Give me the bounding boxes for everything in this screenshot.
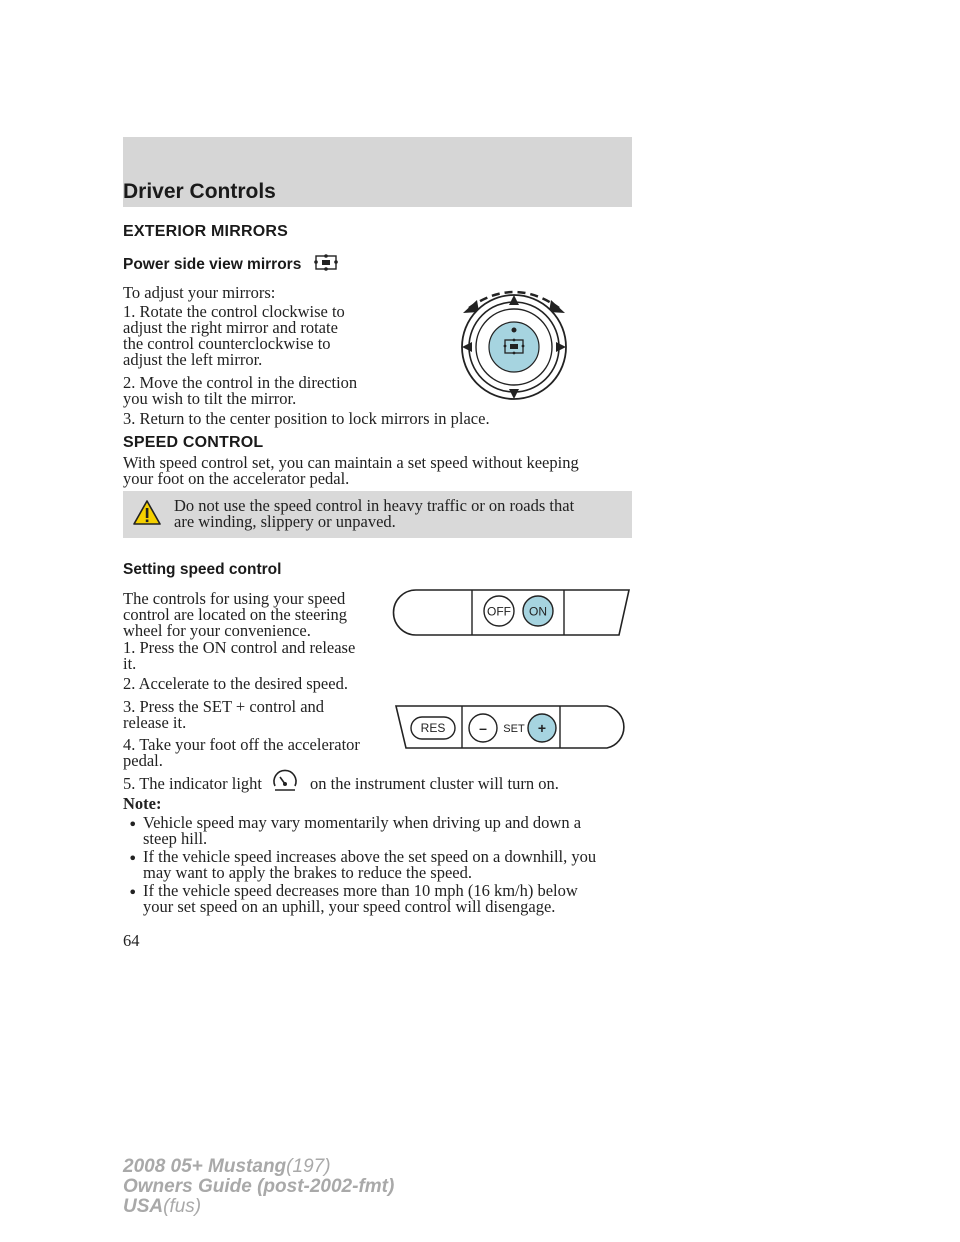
footer-line-2 xyxy=(123,1176,394,1197)
speed-control-indicator-icon xyxy=(270,768,300,796)
page-title: Driver Controls xyxy=(123,180,276,203)
mirrors-subheading: Power side view mirrors xyxy=(123,256,302,273)
footer-market: USA xyxy=(123,1196,164,1217)
text-line: 3. Press the SET + control and xyxy=(123,697,325,716)
text-line: With speed control set, you can maintain a set speed without keeping xyxy=(123,453,579,472)
bullet-marker: • xyxy=(128,883,138,902)
speed-step5-start: 5. The indicator light xyxy=(123,774,263,793)
footer-model: 2008 05+ Mustang xyxy=(123,1156,287,1177)
text-line: your foot on the accelerator pedal. xyxy=(123,469,350,488)
text-line: The controls for using your speed xyxy=(123,589,346,608)
text-line: steep hill. xyxy=(143,829,208,848)
mirror-control-diagram xyxy=(455,278,573,406)
controls-location-text xyxy=(123,591,347,639)
footer-guide: Owners Guide (post-2002-fmt) xyxy=(123,1176,395,1197)
text-line: control are located on the steering xyxy=(123,605,348,624)
speed-intro xyxy=(123,455,579,487)
set-minus-button[interactable] xyxy=(469,714,497,742)
footer-line-3 xyxy=(123,1196,201,1217)
on-button[interactable] xyxy=(523,596,553,626)
speed-step3 xyxy=(123,699,324,731)
text-line: you wish to tilt the mirror. xyxy=(123,389,297,408)
set-plus-button[interactable] xyxy=(528,714,556,742)
bullet-marker: • xyxy=(128,849,138,868)
on-label: ON xyxy=(529,604,547,619)
set-label: SET xyxy=(503,723,525,735)
text-line: 4. Take your foot off the accelerator xyxy=(123,735,360,754)
text-line: Vehicle speed may vary momentarily when driving up and down a xyxy=(143,813,582,832)
page-number: 64 xyxy=(123,931,140,950)
off-label: OFF xyxy=(487,604,511,619)
mirrors-heading: EXTERIOR MIRRORS xyxy=(123,223,288,240)
text-line: may want to apply the brakes to reduce the speed. xyxy=(143,863,472,882)
speed-step1 xyxy=(123,640,355,672)
text-line: wheel for your convenience. xyxy=(123,621,311,640)
text-line: your set speed on an uphill, your speed control will disengage. xyxy=(143,897,556,916)
text-line: pedal. xyxy=(123,751,163,770)
off-button[interactable] xyxy=(484,596,514,626)
off-on-switch-panel xyxy=(392,588,632,638)
text-line: adjust the right mirror and rotate xyxy=(123,318,338,337)
text-line: release it. xyxy=(123,713,187,732)
mirrors-step3: 3. Return to the center position to lock mirrors in place. xyxy=(123,409,490,428)
mirrors-intro: To adjust your mirrors: xyxy=(123,283,276,302)
mirror-control-icon xyxy=(311,252,341,274)
text-line: If the vehicle speed decreases more than 10 mph (16 km/h) below xyxy=(143,881,578,900)
warning-text xyxy=(174,498,574,530)
text-line: 1. Rotate the control clockwise to xyxy=(123,302,345,321)
text-line: 1. Press the ON control and release xyxy=(123,638,356,657)
plus-label: + xyxy=(537,720,547,736)
text-line: If the vehicle speed increases above the set speed on a downhill, you xyxy=(143,847,597,866)
speed-heading: SPEED CONTROL xyxy=(123,434,264,451)
text-line: it. xyxy=(123,654,137,673)
speed-step4 xyxy=(123,737,360,769)
mirrors-step2 xyxy=(123,375,357,407)
text-line: Do not use the speed control in heavy traffic or on roads that xyxy=(174,496,575,515)
text-line: the control counterclockwise to xyxy=(123,334,331,353)
setting-speed-subheading: Setting speed control xyxy=(123,561,282,578)
list-item xyxy=(143,883,578,915)
footer-market-code: (fus) xyxy=(163,1196,202,1217)
mirrors-step1 xyxy=(123,304,345,368)
list-item xyxy=(143,849,596,881)
minus-label: – xyxy=(479,720,487,736)
note-label: Note: xyxy=(123,794,162,813)
warning-triangle-icon xyxy=(132,499,162,526)
speed-step5-end: on the instrument cluster will turn on. xyxy=(310,774,559,793)
speed-step2: 2. Accelerate to the desired speed. xyxy=(123,674,348,693)
text-line: are winding, slippery or unpaved. xyxy=(174,512,396,531)
res-set-switch-panel xyxy=(394,704,632,750)
bullet-marker: • xyxy=(128,815,138,834)
res-label: RES xyxy=(420,721,446,735)
footer-line-1 xyxy=(123,1156,331,1177)
list-item xyxy=(143,815,581,847)
text-line: 2. Move the control in the direction xyxy=(123,373,358,392)
res-button[interactable] xyxy=(411,717,455,739)
footer-model-code: (197) xyxy=(286,1156,331,1177)
text-line: adjust the left mirror. xyxy=(123,350,263,369)
